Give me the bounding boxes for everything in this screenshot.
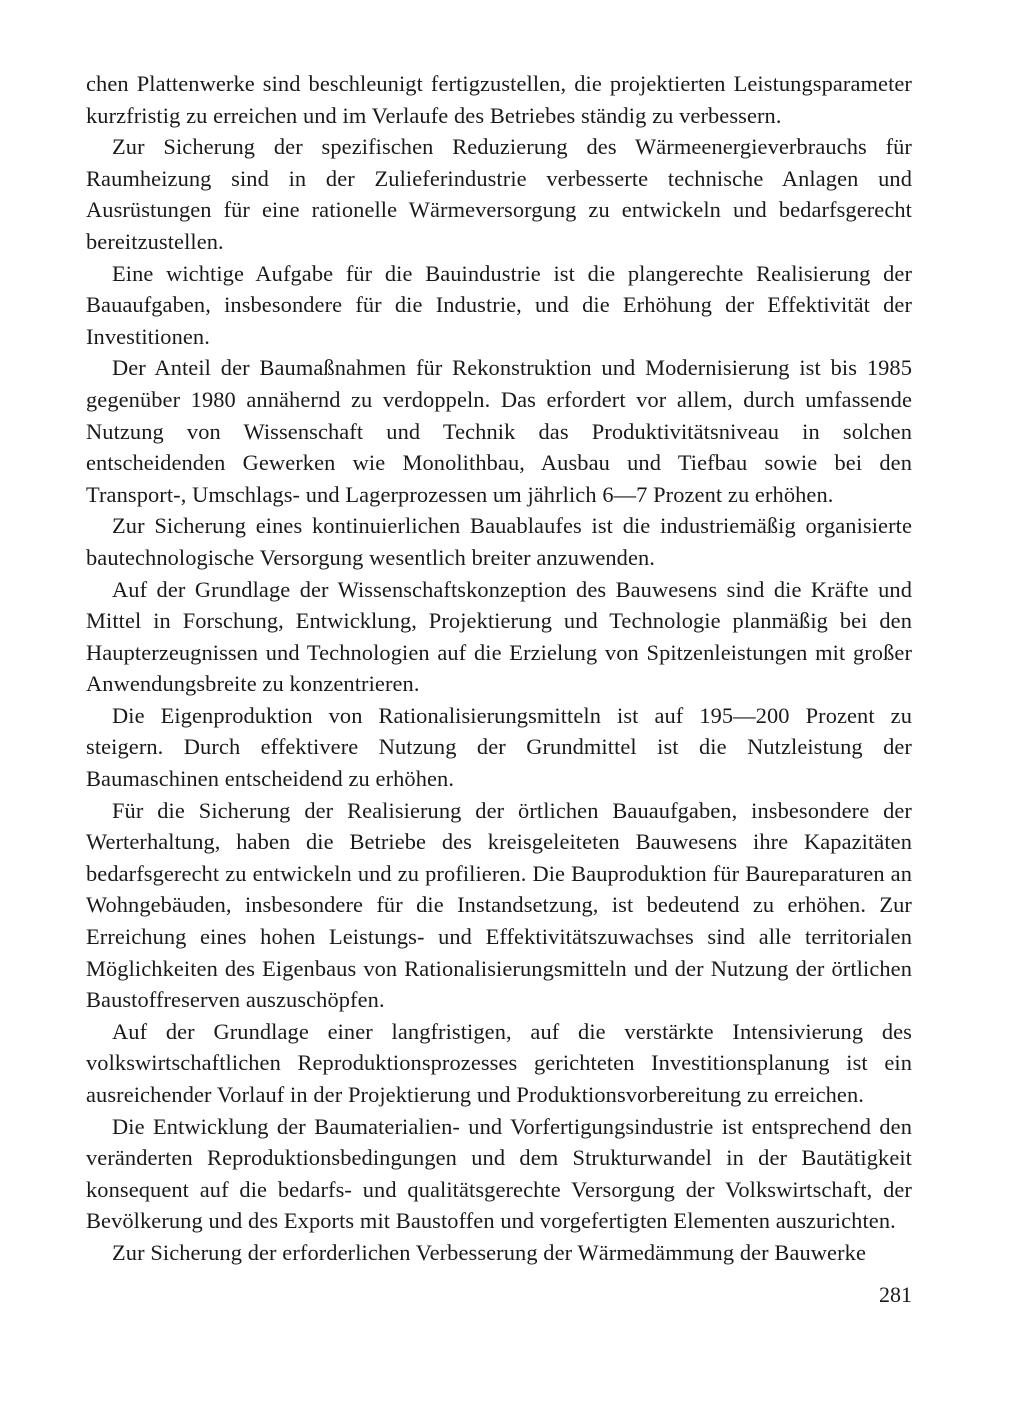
paragraph: Die Eigenproduktion von Rationalisierungsmitteln ist auf 195—200 Prozent zu steigern. Durch effektivere Nutzung der Grundmittel ist die Nutzleistung der Baumaschinen entscheidend zu erhöhen. <box>86 702 912 792</box>
paragraph: Zur Sicherung der erforderlichen Verbesserung der Wärmedämmung der Bauwerke <box>112 1239 866 1265</box>
paragraph: Auf der Grundlage der Wissenschaftskonzeption des Bauwesens sind die Kräfte und Mittel in Forschung, Entwicklung, Projektierung und Technologie planmäßig bei den Haupterzeugnissen und Technologien auf die Erzielung von Spitzenleistungen mit großer Anwendungsbreite zu konzentrieren. <box>86 576 912 697</box>
paragraph: Für die Sicherung der Realisierung der örtlichen Bauaufgaben, insbesondere der Werterhaltung, haben die Betriebe des kreisgeleiteten Bauwesens ihre Kapazitäten bedarfsgerecht zu entwickeln und zu profilieren. Die Bauproduktion für Baureparaturen an Wohngebäuden, insbesondere für die Instandsetzung, ist bedeutend zu erhöhen. Zur Erreichung eines hohen Leistungs- und Effektivitätszuwachses sind alle territorialen Möglichkeiten des Eigenbaus von Rationalisierungsmitteln und der Nutzung der örtlichen Baustoffreserven auszuschöpfen. <box>86 797 912 1013</box>
paragraph: chen Plattenwerke sind beschleunigt fertigzustellen, die projektierten Leistungsparameter kurzfristig zu erreichen und im Verlaufe des Betriebes ständig zu verbessern. <box>86 71 912 128</box>
paragraph: Eine wichtige Aufgabe für die Bauindustrie ist die plangerechte Realisierung der Bauaufgaben, insbesondere für die Industrie, und die Erhöhung der Effektivität der Investitionen. <box>86 260 912 349</box>
paragraph: Zur Sicherung der spezifischen Reduzierung des Wärmeenergieverbrauchs für Raumheizung sind in der Zulieferindustrie verbesserte technische Anlagen und Ausrüstungen für eine rationelle Wärmeversorgung zu entwickeln und bedarfsgerecht bereitzustellen. <box>86 134 912 254</box>
paragraph: Zur Sicherung eines kontinuierlichen Bauablaufes ist die industriemäßig organisierte bautechnologische Versorgung wesentlich breiter anzuwenden. <box>86 513 912 570</box>
paragraph: Auf der Grundlage einer langfristigen, auf die verstärkte Intensivierung des volkswirtschaftlichen Reproduktionsprozesses gerichteten Investitionsplanung ist ein ausreichender Vorlauf in der Projektierung und Produktionsvorbereitung zu erreichen. <box>86 1018 912 1107</box>
paragraph: Der Anteil der Baumaßnahmen für Rekonstruktion und Modernisierung ist bis 1985 gegenüber 1980 annähernd zu verdoppeln. Das erfordert vor allem, durch umfassende Nutzung von Wissenschaft und Technik das Produktivitätsniveau in solchen entscheidenden Gewerken wie Monolithbau, Ausbau und Tiefbau sowie bei den Transport-, Umschlags- und Lagerprozessen um jährlich 6—7 Prozent zu erhöhen. <box>86 355 912 507</box>
paragraph: Die Entwicklung der Baumaterialien- und Vorfertigungsindustrie ist entsprechend den veränderten Reproduktionsbedingungen und dem Strukturwandel in der Bautätigkeit konsequent auf die bedarfs- und qualitätsgerechte Versorgung der Volkswirtschaft, der Bevölkerung und des Exports mit Baustoffen und vorgefertigten Elementen auszurichten. <box>86 1113 912 1234</box>
body-text <box>86 68 912 1269</box>
page-number: 281 <box>879 1282 912 1307</box>
